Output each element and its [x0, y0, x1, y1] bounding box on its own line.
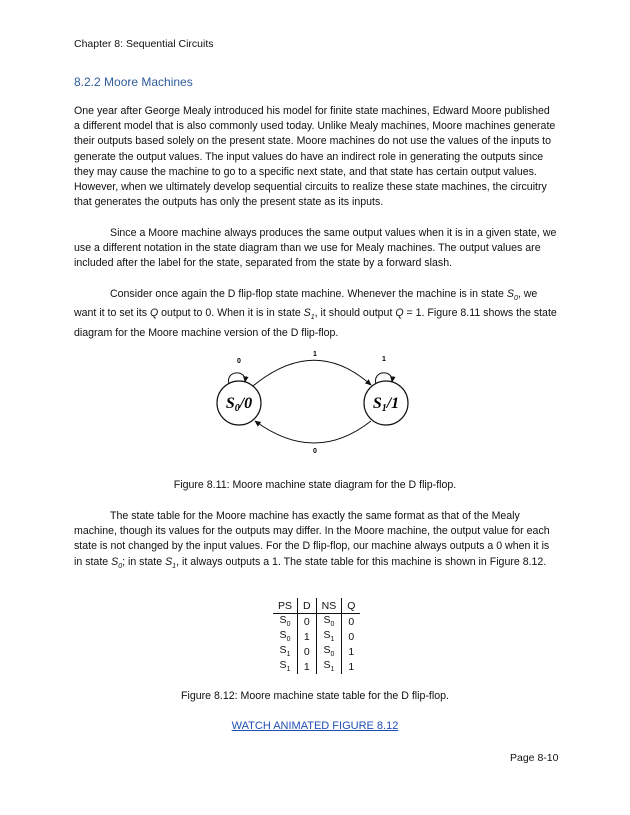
inline-s0: $S_0$ [506, 288, 518, 303]
table-row [273, 614, 360, 630]
section-title: 8.2.2 Moore Machines [74, 75, 193, 89]
cell-ps: $S_1$ [279, 644, 291, 659]
p3-part-a: Consider once again the D flip-flop state machine. Whenever the machine is in state [110, 288, 507, 300]
self-loop-s0-label: 0 [237, 358, 241, 365]
watch-animated-figure-link[interactable]: WATCH ANIMATED FIGURE 8.12 [231, 720, 399, 732]
cell-q: 0 [342, 614, 361, 630]
header-ns: NS [316, 598, 342, 614]
paragraph-1 [74, 104, 558, 210]
transition-s0-s1-label: 1 [313, 351, 317, 358]
cell-q: 0 [342, 629, 361, 644]
p4-part-b: ; in state [122, 555, 166, 568]
paragraph-1-text: One year after George Mealy introduced his model for finite state machines, Edward Moore published a different model that is also commonly used today. Unlike Mealy machines, Moore machines generate their outputs based solely on the present state. Moore machines do not use the values of the inputs to generate the output values. The input values do have an indirect role in generating the outputs since they may cause the machine to go to a specific next state, and that state has certain output values. However, when we ultimately develop sequential circuits to realize these state machines, the circuitry that generates the outputs has only the present state as its inputs. [74, 105, 556, 209]
cell-ns: $S_0$ [316, 644, 342, 659]
header-q: Q [342, 598, 361, 614]
figure-8-11-caption: Figure 8.11: Moore machine state diagram for the D flip-flop. [173, 479, 457, 491]
cell-d: 0 [298, 644, 317, 659]
cell-ps: $S_0$ [279, 629, 291, 644]
table-row [273, 629, 360, 644]
paragraph-4 [74, 509, 558, 574]
page-header: Chapter 8: Sequential Circuits [74, 38, 214, 50]
cell-ns: $S_1$ [316, 629, 342, 644]
state-diagram [205, 345, 425, 460]
table-row [273, 644, 360, 659]
p3-part-b: , we want it to set its [74, 288, 538, 320]
inline-q: Q [149, 307, 159, 320]
cell-ns: $S_0$ [316, 614, 342, 630]
header-d: D [298, 598, 317, 614]
state-s1-label: S1/1 [372, 395, 400, 414]
p3-part-e: = 1. Figure 8.11 shows the state diagram for the Moore machine version of the D flip-flop. [74, 307, 557, 339]
cell-ps: $S_1$ [279, 659, 291, 674]
header-ps: PS [273, 598, 298, 614]
state-s0-label: S0/0 [225, 395, 253, 414]
page-number: Page 8-10 [510, 752, 559, 764]
transition-s1-to-s0 [255, 421, 371, 443]
p4-part-c: , it always outputs a 1. The state table for this machine is shown in Figure 8.12. [176, 555, 547, 568]
state-table [273, 598, 360, 674]
paragraph-2-text: Since a Moore machine always produces the same output values when it is in a given state, we use a different notation in the state diagram than we use for Mealy machines. The output values are included after the label for the state, separated from the state by a forward slash. [74, 227, 557, 270]
cell-q: 1 [342, 644, 361, 659]
inline-q-2: Q [395, 307, 404, 320]
inline-s0-b: $S_0$ [111, 555, 123, 570]
transition-s0-to-s1 [253, 360, 371, 386]
transition-s1-s0-label: 0 [313, 448, 317, 455]
cell-q: 1 [342, 659, 361, 674]
self-loop-s1-label: 1 [382, 356, 386, 363]
p3-part-d: , it should output [314, 307, 396, 320]
paragraph-3 [74, 287, 558, 341]
p3-part-c: output to 0. When it is in state [158, 307, 304, 320]
table-row [273, 659, 360, 674]
watch-animation-link-container [0, 720, 630, 732]
cell-d: 0 [298, 614, 317, 630]
inline-s1-b: $S_1$ [165, 555, 177, 570]
figure-8-12-caption: Figure 8.12: Moore machine state table for the D flip-flop. [181, 690, 449, 702]
cell-ns: $S_1$ [316, 659, 342, 674]
paragraph-2 [74, 226, 558, 272]
inline-s1: $S_1$ [303, 307, 315, 322]
p4-part-a: The state table for the Moore machine has exactly the same format as that of the Mealy machine, though its values for the outputs may differ. In the Moore machine, the output value for each state is not changed by the input values. For the D flip-flop, our machine always outputs a 0 when it is in state [74, 510, 550, 568]
cell-d: 1 [298, 629, 317, 644]
paragraph-3-text [74, 287, 558, 341]
state-table-header-row [273, 598, 360, 614]
paragraph-4-text [74, 509, 558, 574]
cell-d: 1 [298, 659, 317, 674]
cell-ps: $S_0$ [279, 614, 291, 629]
